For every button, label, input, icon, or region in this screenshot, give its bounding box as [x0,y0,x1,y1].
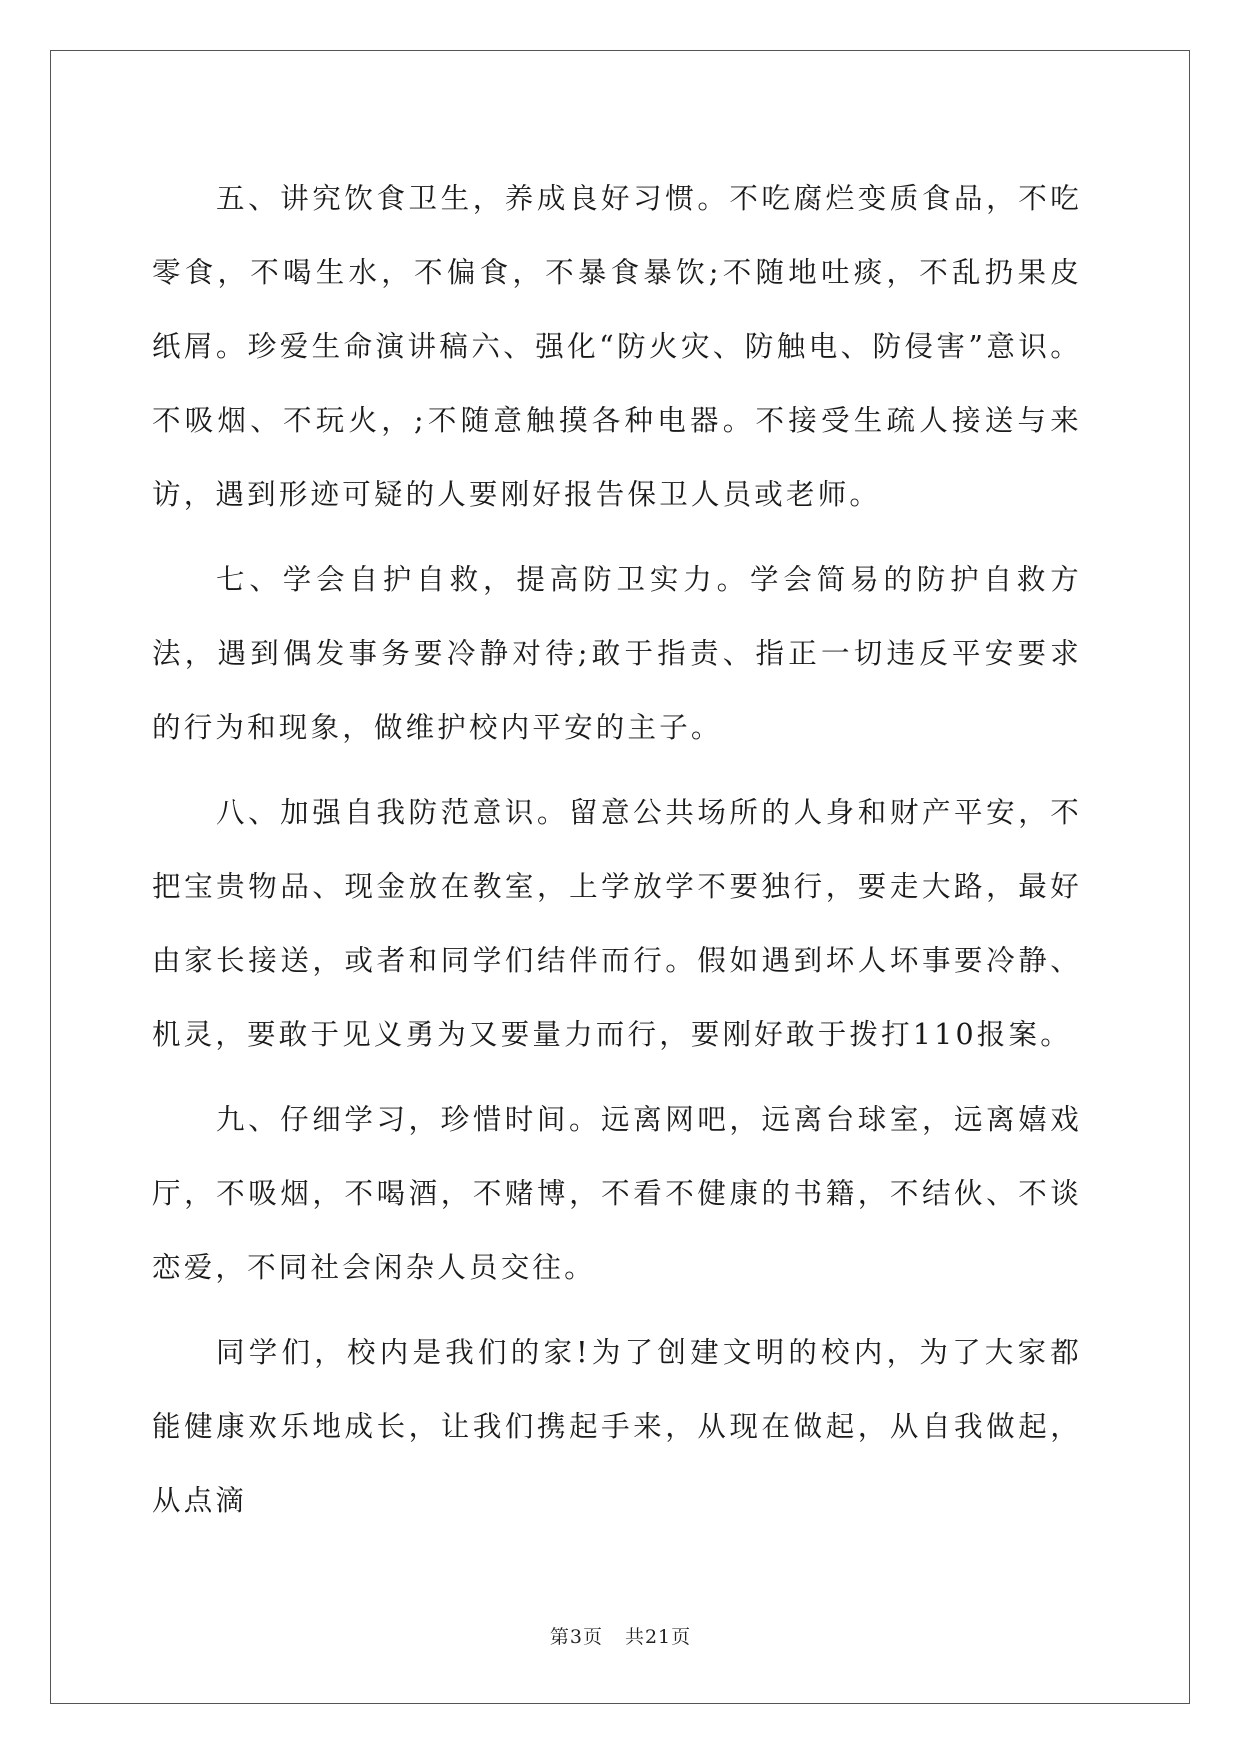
paragraph-seven: 七、学会自护自救，提高防卫实力。学会简易的防护自救方法，遇到偶发事务要冷静对待;敢于指责、指正一切违反平安要求的行为和现象，做维护校内平安的主子。 [152,563,1082,744]
page-total: 共21页 [624,1626,692,1648]
page-footer [0,1622,1241,1649]
paragraph-nine: 九、仔细学习，珍惜时间。远离网吧，远离台球室，远离嬉戏厅，不吸烟，不喝酒，不赌博，不看不健康的书籍，不结伙、不谈恋爱，不同社会闲杂人员交往。 [152,1103,1082,1284]
paragraph-five: 五、讲究饮食卫生，养成良好习惯。不吃腐烂变质食品，不吃零食，不喝生水，不偏食，不暴食暴饮;不随地吐痰，不乱扔果皮纸屑。珍爱生命演讲稿六、强化“防火灾、防触电、防侵害”意识。不吸烟、不玩火，;不随意触摸各种电器。不接受生疏人接送与来访，遇到形迹可疑的人要刚好报告保卫人员或老师。 [152,182,1082,511]
paragraph-eight: 八、加强自我防范意识。留意公共场所的人身和财产平安，不把宝贵物品、现金放在教室，上学放学不要独行，要走大路，最好由家长接送，或者和同学们结伴而行。假如遇到坏人坏事要冷静、机灵，要敢于见义勇为又要量力而行，要刚好敢于拨打110报案。 [152,796,1082,1051]
paragraph-closing: 同学们，校内是我们的家!为了创建文明的校内，为了大家都能健康欢乐地成长，让我们携起手来，从现在做起，从自我做起，从点滴 [152,1336,1082,1517]
page-number: 第3页 [549,1626,603,1648]
document-body [152,162,1082,1549]
